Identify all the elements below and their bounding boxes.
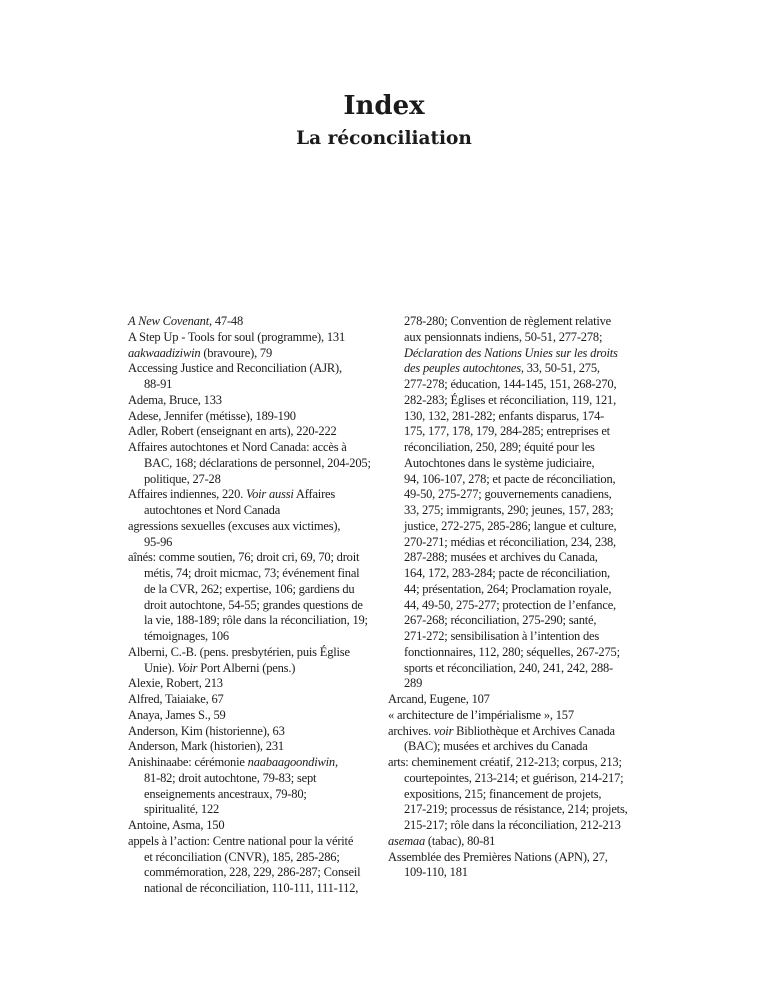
text-run: métis, 74; droit micmac, 73; événement final [144, 566, 360, 580]
index-line [128, 550, 388, 566]
text-run-italic: asemaa [388, 833, 425, 848]
index-line [388, 834, 663, 850]
index-line [128, 708, 388, 724]
text-run: courtepointes, 213-214; et guérison, 214-217; [404, 770, 624, 785]
text-run: 130, 132, 281-282; enfants disparus, 174- [404, 408, 605, 423]
text-run-italic: A New Covenant, [128, 314, 212, 328]
index-line [128, 645, 388, 661]
text-run: aux pensionnats indiens, 50-51, 277-278; [404, 329, 603, 344]
index-line [128, 440, 388, 456]
text-run: 49-50, 275-277; gouvernements canadiens, [404, 487, 612, 502]
index-line [388, 550, 663, 566]
index-line [388, 330, 663, 346]
index-line [388, 739, 663, 755]
text-run: 164, 172, 283-284; pacte de réconciliation, [404, 566, 610, 580]
index-column [388, 314, 663, 881]
text-run: national de réconciliation, 110-111, 111-112, [144, 881, 359, 895]
index-line [128, 487, 388, 503]
index-line [388, 582, 663, 598]
text-run: Alberni, C.-B. (pens. presbytérien, puis Église [128, 644, 350, 659]
index-line [128, 598, 388, 614]
index-line [128, 472, 388, 488]
text-run: appels à l’action: Centre national pour la vérité [128, 833, 354, 848]
index-line [388, 771, 663, 787]
index-line [388, 629, 663, 645]
index-line [128, 787, 388, 803]
text-run: politique, 27-28 [144, 471, 221, 486]
text-run: Affaires autochtones et Nord Canada: accès à [128, 440, 347, 454]
text-run: fonctionnaires, 112, 280; séquelles, 267-275; [404, 644, 620, 659]
index-line [128, 881, 388, 897]
index-line [388, 361, 663, 377]
text-run: 215-217; rôle dans la réconciliation, 212-213 [404, 818, 621, 832]
index-line [128, 535, 388, 551]
text-run: 270-271; médias et réconciliation, 234, 238, [404, 534, 616, 549]
text-run: Unie). [144, 660, 178, 675]
index-column [128, 314, 388, 897]
index-line [388, 613, 663, 629]
index-line [388, 802, 663, 818]
index-line [388, 645, 663, 661]
index-line [388, 676, 663, 692]
index-line [128, 802, 388, 818]
text-run: Autochtones dans le système judiciaire, [404, 455, 595, 470]
index-line [388, 456, 663, 472]
index-line [128, 330, 388, 346]
text-run: 175, 177, 178, 179, 284-285; entreprises et [404, 424, 610, 439]
text-run: , [334, 755, 338, 769]
text-run: autochtones et Nord Canada [144, 503, 281, 517]
text-run: témoignages, 106 [144, 629, 229, 643]
text-run: Affaires indiennes, 220. [128, 487, 247, 502]
text-run: 95-96 [144, 534, 173, 549]
index-line [388, 818, 663, 834]
index-line [388, 535, 663, 551]
index-line [388, 661, 663, 677]
text-run: sports et réconciliation, 240, 241, 242, 288- [404, 660, 614, 675]
index-line [388, 787, 663, 803]
text-run: 289 [404, 676, 423, 691]
text-run: 88-91 [144, 377, 173, 391]
index-line [388, 708, 663, 724]
index-line [128, 456, 388, 472]
index-line [388, 393, 663, 409]
text-run-italic: Voir aussi [246, 487, 294, 502]
text-run: Anishinaabe: cérémonie [128, 755, 248, 769]
index-line [128, 393, 388, 409]
index-line [128, 409, 388, 425]
text-run: Accessing Justice and Reconciliation (AJR), [128, 361, 342, 376]
text-run: arts: cheminement créatif, 212-213; corpus, 213; [388, 755, 622, 769]
text-run: droit autochtone, 54-55; grandes questions de [144, 597, 363, 612]
index-line [128, 818, 388, 834]
text-run: 47-48 [211, 314, 244, 328]
text-run: 217-219; processus de résistance, 214; projets, [404, 802, 628, 817]
index-line [388, 409, 663, 425]
page-title: Index [343, 91, 425, 121]
index-line [128, 724, 388, 740]
text-run: Alfred, Taiaiake, 67 [128, 692, 224, 706]
text-run: 282-283; Églises et réconciliation, 119, 121, [404, 392, 617, 407]
text-run-italic: aakwaadiziwin [128, 345, 201, 360]
index-line [128, 629, 388, 645]
text-run-italic: voir [433, 723, 454, 738]
index-line [388, 865, 663, 881]
index-line [128, 566, 388, 582]
index-line [128, 834, 388, 850]
index-line [388, 598, 663, 614]
text-run: et réconciliation (CNVR), 185, 285-286; [144, 849, 340, 864]
text-run: Anderson, Kim (historienne), 63 [128, 723, 285, 738]
index-line [388, 440, 663, 456]
text-run: Alexie, Robert, 213 [128, 676, 223, 691]
text-run: « architecture de l’impérialisme », 157 [388, 707, 574, 722]
text-run: Port Alberni (pens.) [197, 660, 296, 675]
text-run: de la CVR, 262; expertise, 106; gardiens du [144, 581, 355, 596]
text-run: Assemblée des Premières Nations (APN), 27, [388, 849, 608, 864]
text-run: 81-82; droit autochtone, 79-83; sept [144, 770, 317, 785]
text-run: la vie, 188-189; rôle dans la réconciliation, 19; [144, 613, 368, 628]
text-run: Antoine, Asma, 150 [128, 818, 225, 832]
index-line [128, 850, 388, 866]
text-run: 44, 49-50, 275-277; protection de l’enfance, [404, 597, 616, 612]
text-run: 287-288; musées et archives du Canada, [404, 550, 598, 565]
text-run: 33, 50-51, 275, [523, 361, 600, 376]
index-line [388, 314, 663, 330]
index-line [128, 613, 388, 629]
text-run: 277-278; éducation, 144-145, 151, 268-270, [404, 377, 617, 391]
index-line [128, 755, 388, 771]
text-run: 271-272; sensibilisation à l’intention des [404, 629, 600, 643]
index-line [388, 346, 663, 362]
index-line [388, 566, 663, 582]
index-line [388, 692, 663, 708]
text-run: aînés: comme soutien, 76; droit cri, 69, 70; droit [128, 550, 360, 565]
text-run-italic: des peuples autochtones, [404, 361, 524, 376]
text-run: (bravoure), 79 [200, 345, 273, 360]
index-line [128, 676, 388, 692]
index-line [388, 377, 663, 393]
text-run: 33, 275; immigrants, 290; jeunes, 157, 283; [404, 503, 614, 517]
text-run: Bibliothèque et Archives Canada [453, 723, 615, 738]
text-run: 267-268; réconciliation, 275-290; santé, [404, 613, 597, 628]
index-line [388, 487, 663, 503]
index-line [128, 692, 388, 708]
text-run: A Step Up - Tools for soul (programme), 131 [128, 329, 346, 344]
index-line [128, 771, 388, 787]
text-run-italic: Déclaration des Nations Unies sur les droits [404, 345, 618, 360]
index-line [388, 472, 663, 488]
text-run: archives. [388, 723, 434, 738]
index-line [388, 724, 663, 740]
text-run: Affaires [293, 487, 336, 502]
index-line [388, 519, 663, 535]
text-run: Adese, Jennifer (métisse), 189-190 [128, 408, 296, 423]
index-line [128, 314, 388, 330]
text-run: Anderson, Mark (historien), 231 [128, 739, 284, 754]
index-line [128, 361, 388, 377]
page-subtitle: La réconciliation [296, 128, 472, 149]
text-run: 109-110, 181 [404, 865, 468, 880]
text-run: 278-280; Convention de règlement relative [404, 314, 612, 328]
text-run: Adler, Robert (enseignant en arts), 220-222 [128, 424, 337, 439]
text-run: réconciliation, 250, 289; équité pour les [404, 440, 595, 454]
text-run: agressions sexuelles (excuses aux victimes), [128, 518, 341, 533]
text-run: Adema, Bruce, 133 [128, 392, 222, 407]
index-columns [128, 314, 663, 897]
index-line [128, 661, 388, 677]
text-run-italic: Voir [177, 660, 198, 675]
index-line [128, 865, 388, 881]
index-line [128, 739, 388, 755]
text-run: Anaya, James S., 59 [128, 707, 226, 722]
index-line [388, 424, 663, 440]
text-run: Arcand, Eugene, 107 [388, 692, 490, 706]
text-run: BAC, 168; déclarations de personnel, 204-205; [144, 455, 371, 470]
index-line [128, 519, 388, 535]
index-line [388, 755, 663, 771]
index-line [388, 850, 663, 866]
index-line [128, 503, 388, 519]
index-line [128, 424, 388, 440]
text-run-italic: naabaagoondiwin [247, 755, 335, 769]
text-run: spiritualité, 122 [144, 802, 220, 817]
index-line [128, 346, 388, 362]
text-run: (BAC); musées et archives du Canada [404, 739, 588, 754]
index-line [128, 377, 388, 393]
text-run: enseignements ancestraux, 79-80; [144, 786, 307, 801]
text-run: 44; présentation, 264; Proclamation royale, [404, 581, 612, 596]
text-run: (tabac), 80-81 [425, 833, 496, 848]
text-run: 94, 106-107, 278; et pacte de réconciliation, [404, 471, 616, 486]
index-line [128, 582, 388, 598]
text-run: expositions, 215; financement de projets, [404, 786, 602, 801]
index-line [388, 503, 663, 519]
text-run: justice, 272-275, 285-286; langue et culture, [404, 518, 617, 533]
text-run: commémoration, 228, 229, 286-287; Conseil [144, 865, 361, 880]
